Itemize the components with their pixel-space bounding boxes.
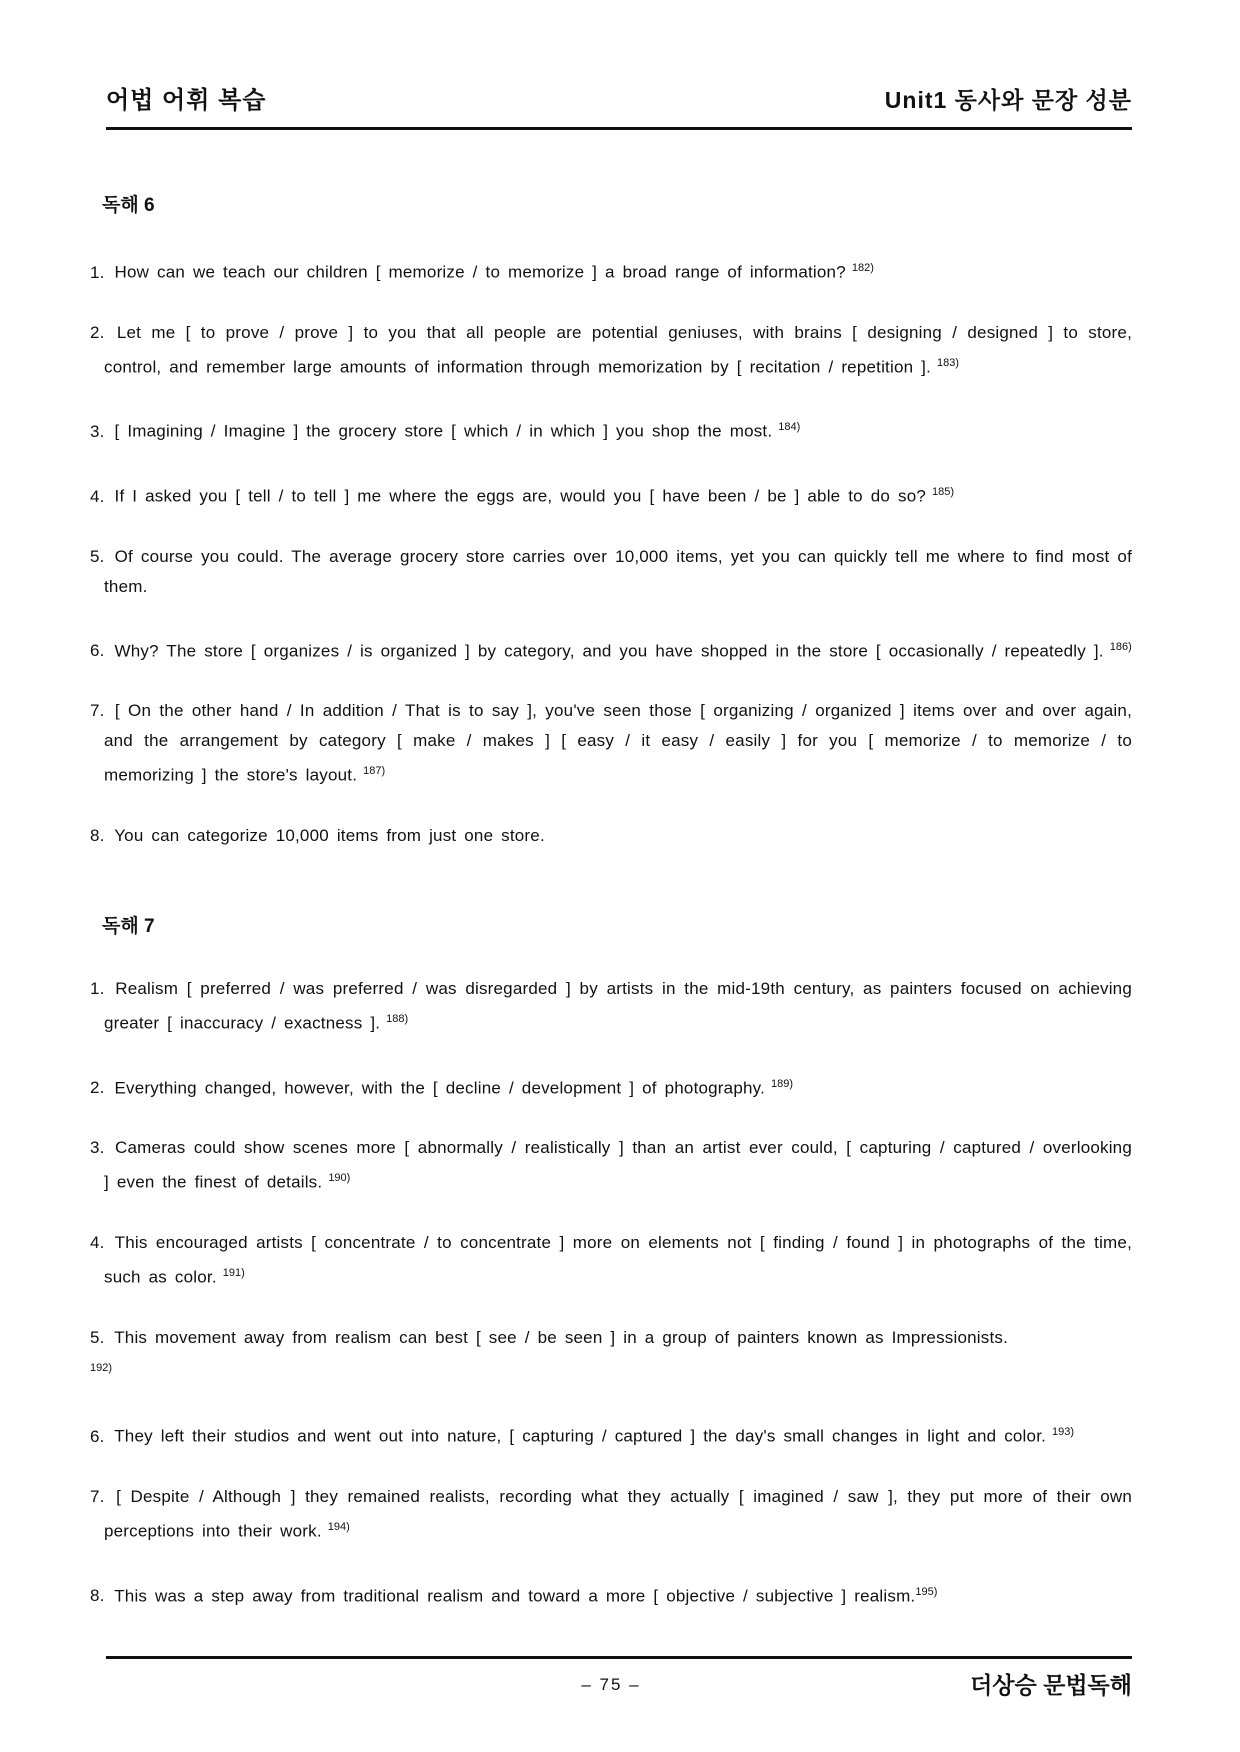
footnote-ref: 188) <box>386 1012 409 1025</box>
page-footer <box>90 1656 1132 1715</box>
item-number: 2. <box>90 322 105 342</box>
exercise-item <box>90 1417 1132 1452</box>
exercise-item <box>90 1323 1132 1388</box>
exercise-item <box>90 412 1132 447</box>
footnote-ref: 190) <box>328 1172 351 1185</box>
item-text: Everything changed, however, with the [ decline / development ] of photography. <box>114 1078 765 1098</box>
exercise-item <box>90 1577 1132 1612</box>
footnote-line <box>90 1353 1132 1388</box>
exercise-item <box>90 542 1132 602</box>
item-text: How can we teach our children [ memorize / to memorize ] a broad range of information? <box>114 262 846 282</box>
header-right-title: Unit1 동사와 문장 성분 <box>884 87 1132 113</box>
footnote-ref: 187) <box>363 765 386 778</box>
item-number: 3. <box>90 421 105 441</box>
footnote-ref: 182) <box>851 262 874 274</box>
footnote-ref: 194) <box>327 1520 350 1533</box>
content <box>90 190 1132 1611</box>
item-number: 2. <box>90 1078 105 1098</box>
item-number: 3. <box>90 1138 105 1158</box>
item-text: Why? The store [ organizes / is organized ] by category, and you have shopped in the store [ occasionally / repeatedly ]. <box>114 641 1104 661</box>
exercise-item <box>90 477 1132 512</box>
header-rule <box>106 127 1132 130</box>
footnote-ref: 189) <box>771 1077 794 1090</box>
item-number: 7. <box>90 701 105 721</box>
exercise-item <box>90 974 1132 1039</box>
footer-row <box>90 1672 1132 1715</box>
exercise-item <box>90 1133 1132 1198</box>
exercise-item <box>90 253 1132 288</box>
exercise-item <box>90 1228 1132 1293</box>
item-number: 1. <box>90 978 105 998</box>
item-number: 8. <box>90 825 105 845</box>
item-text: This encouraged artists [ concentrate / to concentrate ] more on elements not [ finding / found ] in photographs of the time, such as color. <box>104 1232 1132 1287</box>
item-number: 6. <box>90 1426 105 1446</box>
section-title: 독해 7 <box>102 915 155 937</box>
footer-rule <box>106 1656 1132 1659</box>
exercise-item <box>90 696 1132 791</box>
footnote-ref: 195) <box>915 1585 938 1598</box>
item-text: Cameras could show scenes more [ abnormally / realistically ] than an artist ever could, [ capturing / captured / overlooking ] even the finest of details. <box>104 1138 1132 1192</box>
page-header <box>90 80 1132 130</box>
item-text: [ Imagining / Imagine ] the grocery store [ which / in which ] you shop the most. <box>114 421 773 441</box>
item-text: You can categorize 10,000 items from just one store. <box>114 825 545 845</box>
item-number: 6. <box>90 641 105 661</box>
exercise-item <box>90 632 1132 667</box>
footnote-ref: 192) <box>90 1361 113 1374</box>
item-number: 8. <box>90 1586 105 1606</box>
item-text: They left their studios and went out into nature, [ capturing / captured ] the day's small changes in light and color. <box>114 1426 1047 1446</box>
footnote-ref: 183) <box>937 356 960 369</box>
item-text: This was a step away from traditional realism and toward a more [ objective / subjective ] realism. <box>114 1586 916 1606</box>
item-number: 4. <box>90 1232 105 1252</box>
item-number: 4. <box>90 486 105 506</box>
item-text: [ On the other hand / In addition / That is to say ], you've seen those [ organizing / organized ] items over and over again, and the arrangement by category [ make / makes ] [ easy / it easy / easily ] for you [ memorize / to memorize / to memorizing ] the store's layout. <box>104 701 1132 785</box>
footnote-ref: 184) <box>778 421 801 434</box>
item-number: 5. <box>90 1327 105 1347</box>
item-number: 5. <box>90 546 105 566</box>
header-left-title: 어법 어휘 복습 <box>106 87 267 114</box>
section-dokhae-6 <box>90 190 1132 851</box>
item-text: [ Despite / Although ] they remained realists, recording what they actually [ imagined / saw ], they put more of their own perceptions into their work. <box>104 1486 1132 1541</box>
item-text: If I asked you [ tell / to tell ] me where the eggs are, would you [ have been / be ] able to do so? <box>114 486 927 506</box>
item-text: Let me [ to prove / prove ] to you that all people are potential geniuses, with brains [ designing / designed ] to store, control, and remember large amounts of information through memorization by [ recitation / repetition ]. <box>104 322 1132 377</box>
exercise-item <box>90 821 1132 851</box>
item-text: This movement away from realism can best [ see / be seen ] in a group of painters known as Impressionists. <box>114 1327 1008 1347</box>
section-dokhae-7 <box>90 911 1132 1611</box>
exercise-item <box>90 1482 1132 1547</box>
exercise-item <box>90 318 1132 383</box>
item-number: 7. <box>90 1486 105 1506</box>
item-number: 1. <box>90 262 105 282</box>
page-number: – 75 – <box>581 1675 641 1694</box>
brand-title: 더상승 문법독해 <box>970 1672 1132 1698</box>
exercise-item <box>90 1069 1132 1104</box>
footnote-ref: 191) <box>222 1266 245 1279</box>
footnote-ref: 193) <box>1052 1426 1075 1439</box>
header-row <box>90 80 1132 115</box>
item-text: Of course you could. The average grocery store carries over 10,000 items, yet you can quickly tell me where to find most of them. <box>104 546 1132 596</box>
footnote-ref: 185) <box>932 485 955 498</box>
item-text: Realism [ preferred / was preferred / was disregarded ] by artists in the mid-19th century, as painters focused on achieving greater [ inaccuracy / exactness ]. <box>104 978 1132 1033</box>
footnote-ref: 186) <box>1109 640 1132 653</box>
section-title: 독해 6 <box>102 195 155 216</box>
